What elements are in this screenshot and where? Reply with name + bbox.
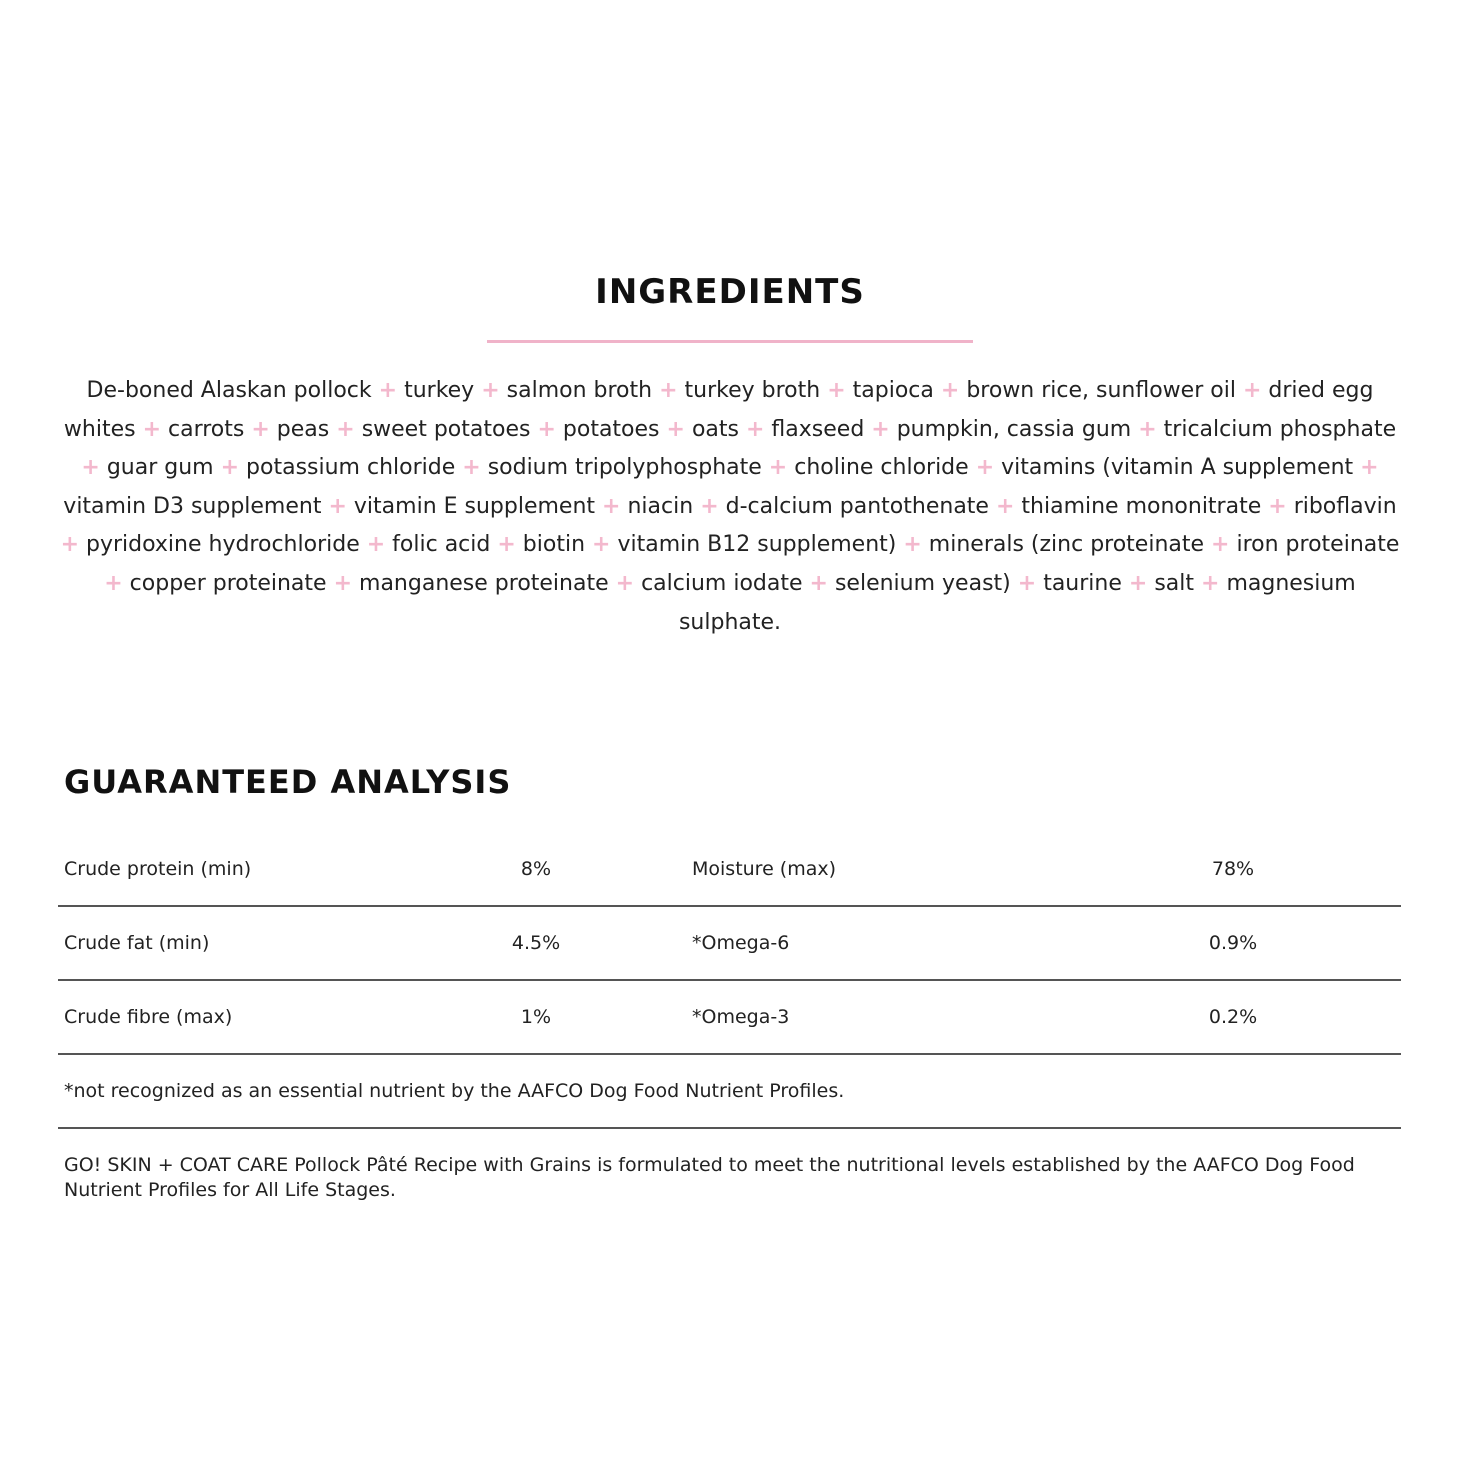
plus-separator-icon: + [975, 455, 995, 481]
ingredient-item: calcium iodate [641, 570, 803, 596]
ingredient-item: vitamins (vitamin A supplement [1001, 455, 1354, 481]
plus-separator-icon: + [615, 570, 635, 596]
ingredient-item: taurine [1043, 570, 1122, 596]
ingredient-item: flaxseed [771, 416, 865, 442]
ingredient-item: manganese proteinate [359, 570, 609, 596]
ingredient-item: potatoes [562, 416, 660, 442]
ingredient-item: copper proteinate [129, 570, 327, 596]
ingredient-item: choline chloride [794, 455, 969, 481]
plus-separator-icon: + [462, 455, 481, 481]
plus-separator-icon: + [745, 416, 765, 442]
plus-separator-icon: + [481, 378, 500, 403]
nutrient-label: Moisture (max) [692, 858, 837, 880]
ingredient-item: vitamin B12 supplement) [617, 532, 897, 558]
ingredient-item: niacin [627, 493, 694, 519]
ingredient-item: brown rice, sunflower oil [966, 378, 1236, 403]
plus-separator-icon: + [328, 493, 347, 519]
ingredient-item: salmon broth [506, 378, 653, 403]
ingredient-item: iron proteinate [1236, 532, 1400, 558]
ingredients-underline [487, 340, 973, 343]
nutrient-value: 0.9% [1208, 932, 1258, 954]
nutrient-value: 78% [1211, 858, 1255, 880]
plus-separator-icon: + [903, 532, 922, 558]
analysis-footnote: *not recognized as an essential nutrient by the AAFCO Dog Food Nutrient Profiles. [64, 1080, 845, 1102]
ingredient-item: peas [276, 416, 330, 442]
ingredient-item: tricalcium phosphate [1163, 416, 1397, 442]
plus-separator-icon: + [1360, 455, 1379, 481]
ingredient-item: riboflavin [1293, 493, 1397, 519]
plus-separator-icon: + [700, 493, 719, 519]
plus-separator-icon: + [768, 455, 788, 481]
nutrient-value: 8% [520, 858, 552, 880]
ingredient-item: minerals (zinc proteinate [928, 532, 1205, 558]
plus-separator-icon: + [333, 570, 353, 596]
ingredient-item: carrots [168, 416, 245, 442]
ingredient-item: thiamine mononitrate [1021, 493, 1262, 519]
plus-separator-icon: + [1201, 570, 1220, 596]
plus-separator-icon: + [251, 416, 270, 442]
ingredient-item: potassium chloride [246, 455, 456, 481]
ingredient-item: biotin [522, 532, 586, 558]
ingredient-item: oats [691, 416, 739, 442]
ingredient-item: pumpkin, cassia gum [896, 416, 1132, 442]
ingredients-list [58, 372, 1402, 642]
plus-separator-icon: + [336, 416, 355, 442]
nutrient-label: Crude fibre (max) [64, 1006, 233, 1028]
plus-separator-icon: + [537, 416, 556, 442]
plus-separator-icon: + [827, 378, 846, 403]
plus-separator-icon: + [1242, 378, 1262, 403]
ingredient-item: sodium tripolyphosphate [487, 455, 762, 481]
ingredient-item: guar gum [106, 455, 214, 481]
plus-separator-icon: + [378, 378, 398, 403]
nutrient-label: *Omega-6 [692, 932, 790, 954]
plus-separator-icon: + [81, 455, 100, 481]
nutrient-value: 4.5% [511, 932, 561, 954]
plus-separator-icon: + [592, 532, 611, 558]
analysis-row [58, 907, 1401, 981]
analysis-row [58, 981, 1401, 1055]
analysis-footnote-row [58, 1055, 1401, 1129]
ingredient-item: salt [1154, 570, 1194, 596]
plus-separator-icon: + [366, 532, 386, 558]
plus-separator-icon: + [659, 378, 678, 403]
ingredient-item: sweet potatoes [361, 416, 531, 442]
ingredient-item: pyridoxine hydrochloride [86, 532, 360, 558]
plus-separator-icon: + [666, 416, 685, 442]
plus-separator-icon: + [809, 570, 828, 596]
plus-separator-icon: + [1017, 570, 1037, 596]
ingredient-item: tapioca [852, 378, 934, 403]
plus-separator-icon: + [220, 455, 240, 481]
nutrient-value: 0.2% [1208, 1006, 1258, 1028]
ingredient-item: vitamin E supplement [353, 493, 596, 519]
plus-separator-icon: + [1268, 493, 1287, 519]
ingredient-item: De-boned Alaskan pollock [86, 378, 372, 403]
plus-separator-icon: + [60, 532, 80, 558]
nutrient-label: *Omega-3 [692, 1006, 790, 1028]
plus-separator-icon: + [142, 416, 161, 442]
ingredient-item: folic acid [392, 532, 491, 558]
ingredient-item: dried egg whites [63, 378, 1374, 442]
plus-separator-icon: + [1128, 570, 1148, 596]
guaranteed-analysis-heading: GUARANTEED ANALYSIS [64, 763, 512, 801]
plus-separator-icon: + [871, 416, 890, 442]
ingredients-heading: INGREDIENTS [595, 272, 865, 312]
ingredient-item: d-calcium pantothenate [725, 493, 989, 519]
nutrient-label: Crude fat (min) [64, 932, 210, 954]
ingredient-item: magnesium sulphate. [678, 570, 1356, 635]
plus-separator-icon: + [1211, 532, 1230, 558]
aafco-statement: GO! SKIN + COAT CARE Pollock Pâté Recipe with Grains is formulated to meet the nutritional levels established by the AAFCO Dog Food Nutrient Profiles for All Life Stages. [64, 1154, 1355, 1201]
ingredient-item: turkey [404, 378, 475, 403]
ingredient-item: turkey broth [684, 378, 821, 403]
nutrient-label: Crude protein (min) [64, 858, 252, 880]
plus-separator-icon: + [497, 532, 516, 558]
ingredient-item: selenium yeast) [834, 570, 1011, 596]
plus-separator-icon: + [940, 378, 960, 403]
guaranteed-analysis-table [58, 833, 1401, 1129]
plus-separator-icon: + [1138, 416, 1157, 442]
plus-separator-icon: + [602, 493, 621, 519]
nutrient-value: 1% [520, 1006, 552, 1028]
plus-separator-icon: + [995, 493, 1015, 519]
plus-separator-icon: + [104, 570, 123, 596]
analysis-row [58, 833, 1401, 907]
ingredient-item: vitamin D3 supplement [63, 493, 322, 519]
